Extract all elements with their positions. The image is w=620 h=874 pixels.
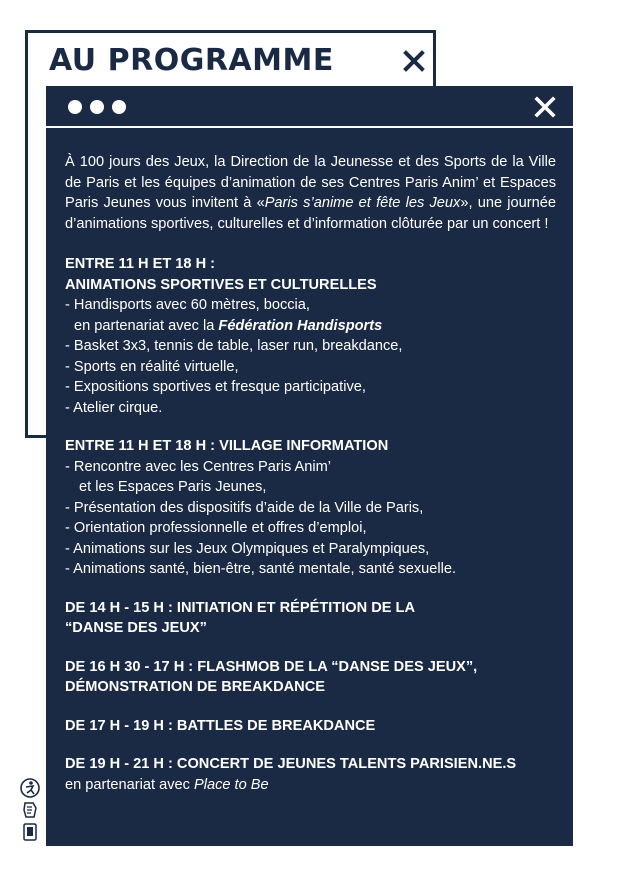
section-heading: ENTRE 11 H ET 18 H : VILLAGE INFORMATION	[65, 438, 389, 454]
section-sports	[65, 254, 556, 418]
section-flashmob	[65, 657, 556, 698]
sign-language-icon	[20, 800, 40, 820]
window-title-bar	[46, 86, 573, 128]
list-item: - Atelier cirque.	[65, 399, 163, 416]
section-heading: ENTRE 11 H ET 18 H :	[65, 256, 216, 272]
list-item: - Basket 3x3, tennis de table, laser run, breakdance,	[65, 338, 403, 354]
audio-description-icon	[20, 822, 40, 842]
section-heading: DÉMONSTRATION DE BREAKDANCE	[65, 679, 325, 695]
section-heading: DE 16 H 30 - 17 H : FLASHMOB DE LA “DANSE DES JEUX”,	[65, 658, 478, 675]
section-concert	[65, 754, 556, 795]
accessibility-icon	[20, 778, 40, 798]
section-battles	[65, 716, 556, 737]
section-initiation	[65, 598, 556, 639]
list-item: - Handisports avec 60 mètres, boccia,	[65, 297, 310, 313]
window-dot-icon	[68, 100, 82, 114]
list-item: et les Espaces Paris Jeunes,	[79, 479, 267, 495]
close-icon[interactable]	[402, 49, 426, 73]
section-heading: DE 14 H - 15 H : INITIATION ET RÉPÉTITION DE LA	[65, 599, 416, 616]
program-content	[65, 152, 556, 813]
section-heading: ANIMATIONS SPORTIVES ET CULTURELLES	[65, 276, 377, 293]
list-item: - Présentation des dispositifs d’aide de la Ville de Paris,	[65, 499, 424, 516]
list-item: - Animations sur les Jeux Olympiques et Paralympiques,	[65, 540, 430, 557]
section-heading: “DANSE DES JEUX”	[65, 620, 207, 636]
back-window-title: AU PROGRAMME	[49, 43, 334, 78]
section-note: en partenariat avec Place to Be	[65, 776, 269, 793]
close-icon[interactable]	[533, 95, 557, 119]
list-item: - Sports en réalité virtuelle,	[65, 358, 239, 375]
list-item: - Expositions sportives et fresque participative,	[65, 379, 366, 395]
list-item: - Rencontre avec les Centres Paris Anim’	[65, 458, 332, 475]
section-heading: DE 19 H - 21 H : CONCERT DE JEUNES TALENTS PARISIEN.NE.S	[65, 756, 517, 772]
accessibility-icons	[20, 778, 40, 844]
list-item: en partenariat avec la Fédération Handisports	[74, 317, 383, 334]
section-heading: DE 17 H - 19 H : BATTLES DE BREAKDANCE	[65, 717, 376, 734]
list-item: - Orientation professionnelle et offres d’emploi,	[65, 520, 367, 536]
front-window	[46, 86, 573, 846]
section-village	[65, 436, 556, 580]
list-item: - Animations santé, bien-être, santé mentale, santé sexuelle.	[65, 561, 457, 577]
intro-paragraph: À 100 jours des Jeux, la Direction de la Jeunesse et des Sports de la Ville de Paris et les équipes d’animation de ses Centres Paris Anim’ et Espaces Paris Jeunes vous invitent à «Paris s’anime et fête les Jeux», une journée d’animations sportives, culturelles et d’information clôturée par un concert !	[65, 154, 556, 232]
window-dot-icon	[90, 100, 104, 114]
window-dot-icon	[112, 100, 126, 114]
